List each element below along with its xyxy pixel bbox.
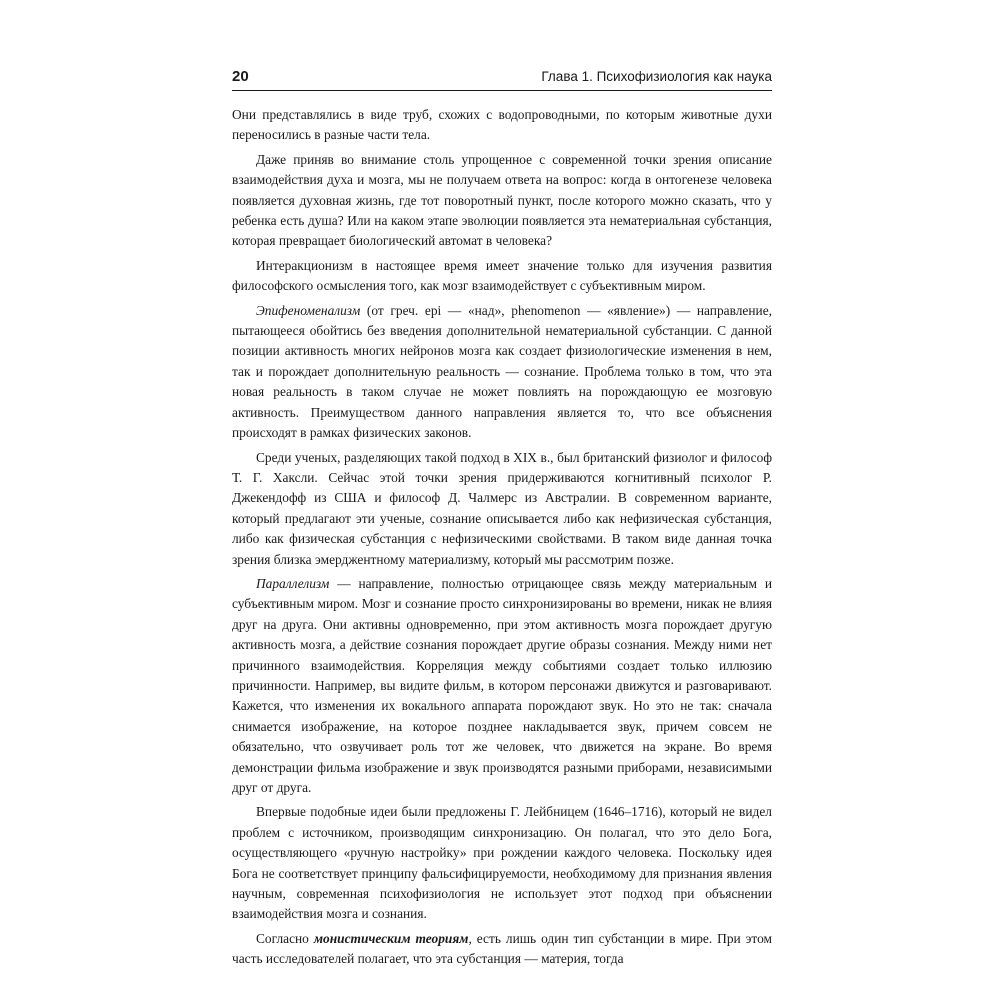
page-number: 20 [232,68,249,85]
paragraph-text: Среди ученых, разделяющих такой подход в XIX в., был британский физиолог и философ Т. Г. Хаксли. Сейчас этой точки зрения придерживаются когнитивный психолог Р. Джекендофф из США и философ Д. Чалмерс из Австралии. В современном варианте, который предлагают эти ученые, сознание описывается либо как нефизическая субстанция, либо как физическая субстанция с нефизическими свойствами. В таком виде данная точка зрения близка эмерджентному материализму, который мы рассмотрим позже. [232,449,772,567]
book-page [232,64,772,970]
paragraph-monism [232,929,772,970]
paragraph-parallelism [232,574,772,798]
term-epiphenomenalism: Эпифеноменализм [256,302,361,318]
term-parallelism: Параллелизм [256,575,330,591]
body-text [232,105,772,970]
paragraph-text: Впервые подобные идеи были предложены Г. Лейбницем (1646–1716), который не видел проблем с источником, производящим синхронизацию. Он полагал, что это дело Бога, осуществляющего «ручную настройку» при рождении каждого человека. Поскольку идея Бога не соответствует принципу фальсифицируемости, необходимому для признания явления научным, современная психофизиология не использует этот подход при объяснении взаимодействия мозга и сознания. [232,804,772,922]
paragraph-lead: Согласно [256,930,314,946]
paragraph-text: , есть лишь один тип субстанции в мире. При этом часть исследователей полагает, что эта субстанция — материя, тогда [232,930,773,967]
paragraph-7 [232,802,772,924]
paragraph-3 [232,256,772,297]
paragraph-text: — направление, полностью отрицающее связь между материальным и субъективным миром. Мозг и сознание просто синхронизированы во времени, никак не влияя друг на друга. Они активны одновременно, при этом активность мозга порождает другую активность мозга, а действие сознания порождает другие образы сознания. Между ними нет причинного взаимодействия. Корреляция между событиями создает только иллюзию причинности. Например, вы видите фильм, в котором персонажи движутся и разговаривают. Кажется, что изменения их вокального аппарата порождают звук. Но это не так: сначала снимается изображение, на которое позднее накладывается звук, причем совсем не обязательно, что озвучивает роль тот же человек, что движется на экране. Во время демонстрации фильма изображение и звук производятся разными приборами, независимыми друг от друга. [232,575,772,795]
term-monistic-theories: монистическим теориям [313,930,469,946]
paragraph-text: (от греч. epi — «над», phenomenon — «явление») — направление, пытающееся обойтись без введения дополнительной нематериальной субстанции. С данной позиции активность многих нейронов мозга как создает физиологические изменения в нем, так и порождает дополнительную реальность — сознание. Проблема только в том, что эта новая реальность в таком случае не может повлиять на порождающую ее мозговую активность. Преимуществом данного направления является то, что все объяснения происходят в рамках физических законов. [232,302,772,441]
paragraph-epiphenomenalism [232,301,772,444]
paragraph-text: Интеракционизм в настоящее время имеет значение только для изучения развития философского осмысления того, как мозг взаимодействует с субъективным миром. [232,257,772,294]
chapter-title: Глава 1. Психофизиология как наука [541,69,772,84]
running-header [232,64,772,91]
paragraph-5 [232,448,772,570]
paragraph-2 [232,150,772,252]
paragraph-1 [232,105,772,146]
paragraph-text: Даже приняв во внимание столь упрощенное с современной точки зрения описание взаимодействия духа и мозга, мы не получаем ответа на вопрос: когда в онтогенезе человека появляется духовная жизнь, где тот поворотный пункт, после которого можно сказать, что у ребенка есть душа? Или на каком этапе эволюции появляется эта нематериальная субстанция, которая превращает биологический автомат в человека? [232,151,772,249]
paragraph-text: Они представлялись в виде труб, схожих с водопроводными, по которым животные духи переносились в разные части тела. [232,107,772,143]
